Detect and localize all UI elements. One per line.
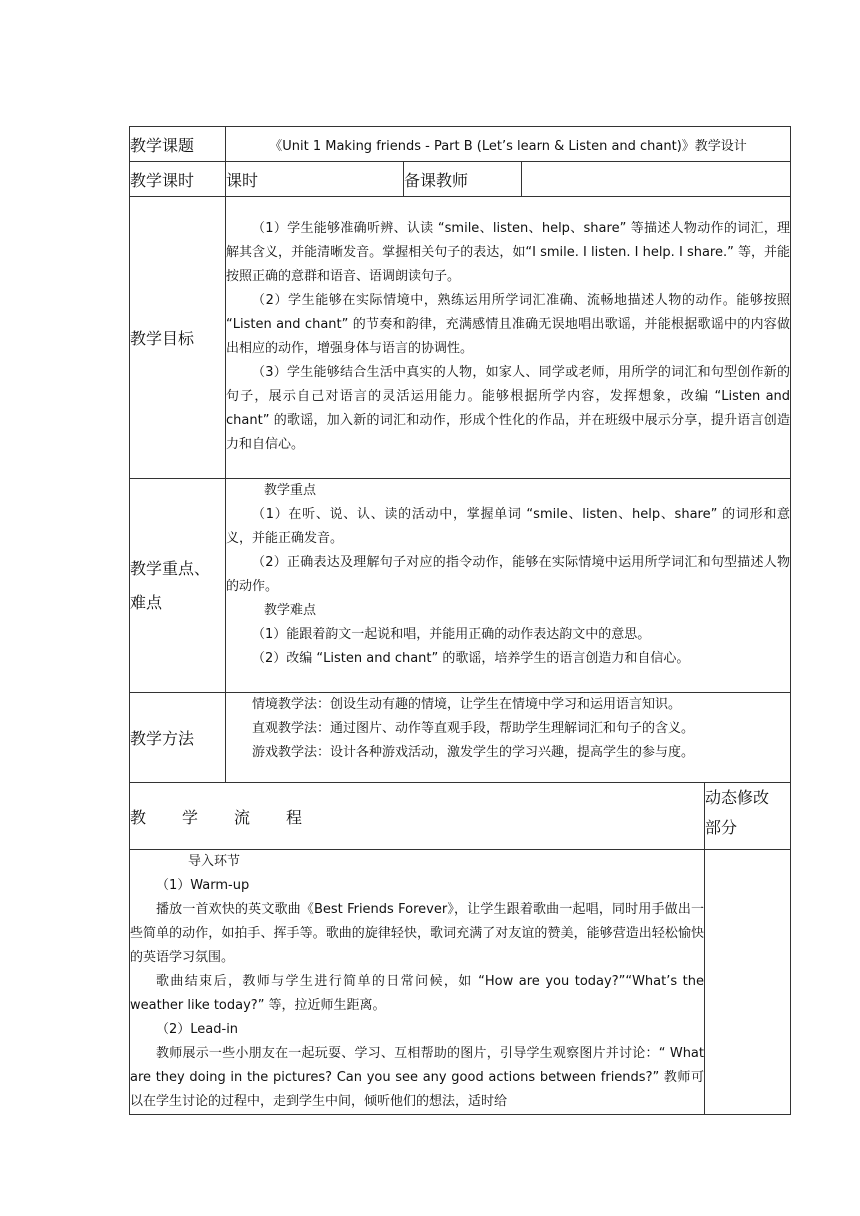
method-item-3: 游戏教学法：设计各种游戏活动，激发学生的学习兴趣，提高学生的参与度。 [252,745,695,760]
flow-intro-heading: 导入环节 [188,854,241,869]
dynamic-label-2: 部分 [705,818,738,837]
key-label: 教学重点、难点 [130,479,226,693]
flow-char-3: 流 [234,807,251,827]
flow-char-1: 教 [130,807,147,827]
method-content [226,693,791,783]
difficult-point-2: （2）改编 “Listen and chant” 的歌谣，培养学生的语言创造力和自信心。 [252,651,690,666]
lesson-plan-table [129,126,791,1115]
method-item-2: 直观教学法：通过图片、动作等直观手段，帮助学生理解词汇和句子的含义。 [252,721,695,736]
teacher-label: 备课教师 [404,162,522,197]
flow-content [130,850,705,1115]
flow-leadin-p1: 教师展示一些小朋友在一起玩耍、学习、互相帮助的图片，引导学生观察图片并讨论：“ What are they doing in the pictures? Can you see any good actions between friends?” 教师可以在学生讨论的过程中，走到学生中间，倾听他们的想法，适时给 [130,1046,704,1109]
row-topic [130,127,791,162]
dynamic-edit-header [705,783,791,850]
hours-label: 教学课时 [130,162,226,197]
method-item-1: 情境教学法：创设生动有趣的情境，让学生在情境中学习和运用语言知识。 [252,697,682,712]
topic-value: 《Unit 1 Making friends - Part B (Let’s learn & Listen and chant)》教学设计 [226,127,791,162]
key-point-2: （2）正确表达及理解句子对应的指令动作，能够在实际情境中运用所学词汇和句型描述人物的动作。 [226,555,791,594]
flow-warmup-heading: （1）Warm-up [156,878,250,893]
topic-label: 教学课题 [130,127,226,162]
goals-content [226,197,791,479]
method-label: 教学方法 [130,693,226,783]
hours-value: 课时 [226,162,404,197]
difficult-point-1: （1）能跟着韵文一起说和唱，并能用正确的动作表达韵文中的意思。 [252,627,651,642]
dynamic-label-1: 动态修改 [705,788,770,807]
goals-label: 教学目标 [130,197,226,479]
goal-item-3: （3）学生能够结合生活中真实的人物，如家人、同学或老师，用所学的词汇和句型创作新的句子，展示自己对语言的灵活运用能力。能够根据所学内容，发挥想象，改编 “Listen and chant” 的歌谣，加入新的词汇和动作，形成个性化的作品，并在班级中展示分享，提升语言创造力和自信心。 [226,365,791,452]
row-hours [130,162,791,197]
key-point-1: （1）在听、说、认、读的活动中，掌握单词 “smile、listen、help、share” 的词形和意义，并能正确发音。 [226,507,791,546]
flow-leadin-heading: （2）Lead-in [156,1022,239,1037]
key-heading: 教学重点 [264,483,317,498]
key-content [226,479,791,693]
row-flow-header [130,783,791,850]
goal-item-2: （2）学生能够在实际情境中，熟练运用所学词汇准确、流畅地描述人物的动作。能够按照 “Listen and chant” 的节奏和韵律，充满感情且准确无误地唱出歌谣，并能根据歌谣中的内容做出相应的动作，增强身体与语言的协调性。 [226,293,791,356]
dynamic-edit-cell [705,850,791,1115]
row-key-points [130,479,791,693]
row-flow-body [130,850,791,1115]
row-methods [130,693,791,783]
flow-char-2: 学 [182,807,199,827]
flow-warmup-p2: 歌曲结束后，教师与学生进行简单的日常问候，如 “How are you today?”“What’s the weather like today?” 等，拉近师生距离。 [130,974,704,1013]
difficult-heading: 教学难点 [264,603,317,618]
teacher-value [522,162,791,197]
goal-item-1: （1）学生能够准确听辨、认读 “smile、listen、help、share” 等描述人物动作的词汇，理解其含义，并能清晰发音。掌握相关句子的表达，如“I smile. I listen. I help. I share.” 等，并能按照正确的意群和语音、语调朗读句子。 [226,221,791,284]
flow-warmup-p1: 播放一首欢快的英文歌曲《Best Friends Forever》，让学生跟着歌曲一起唱，同时用手做出一些简单的动作，如拍手、挥手等。歌曲的旋律轻快，歌词充满了对友谊的赞美，能够营造出轻松愉快的英语学习氛围。 [130,902,704,965]
flow-header [130,783,705,850]
row-goals [130,197,791,479]
flow-char-4: 程 [286,807,303,827]
